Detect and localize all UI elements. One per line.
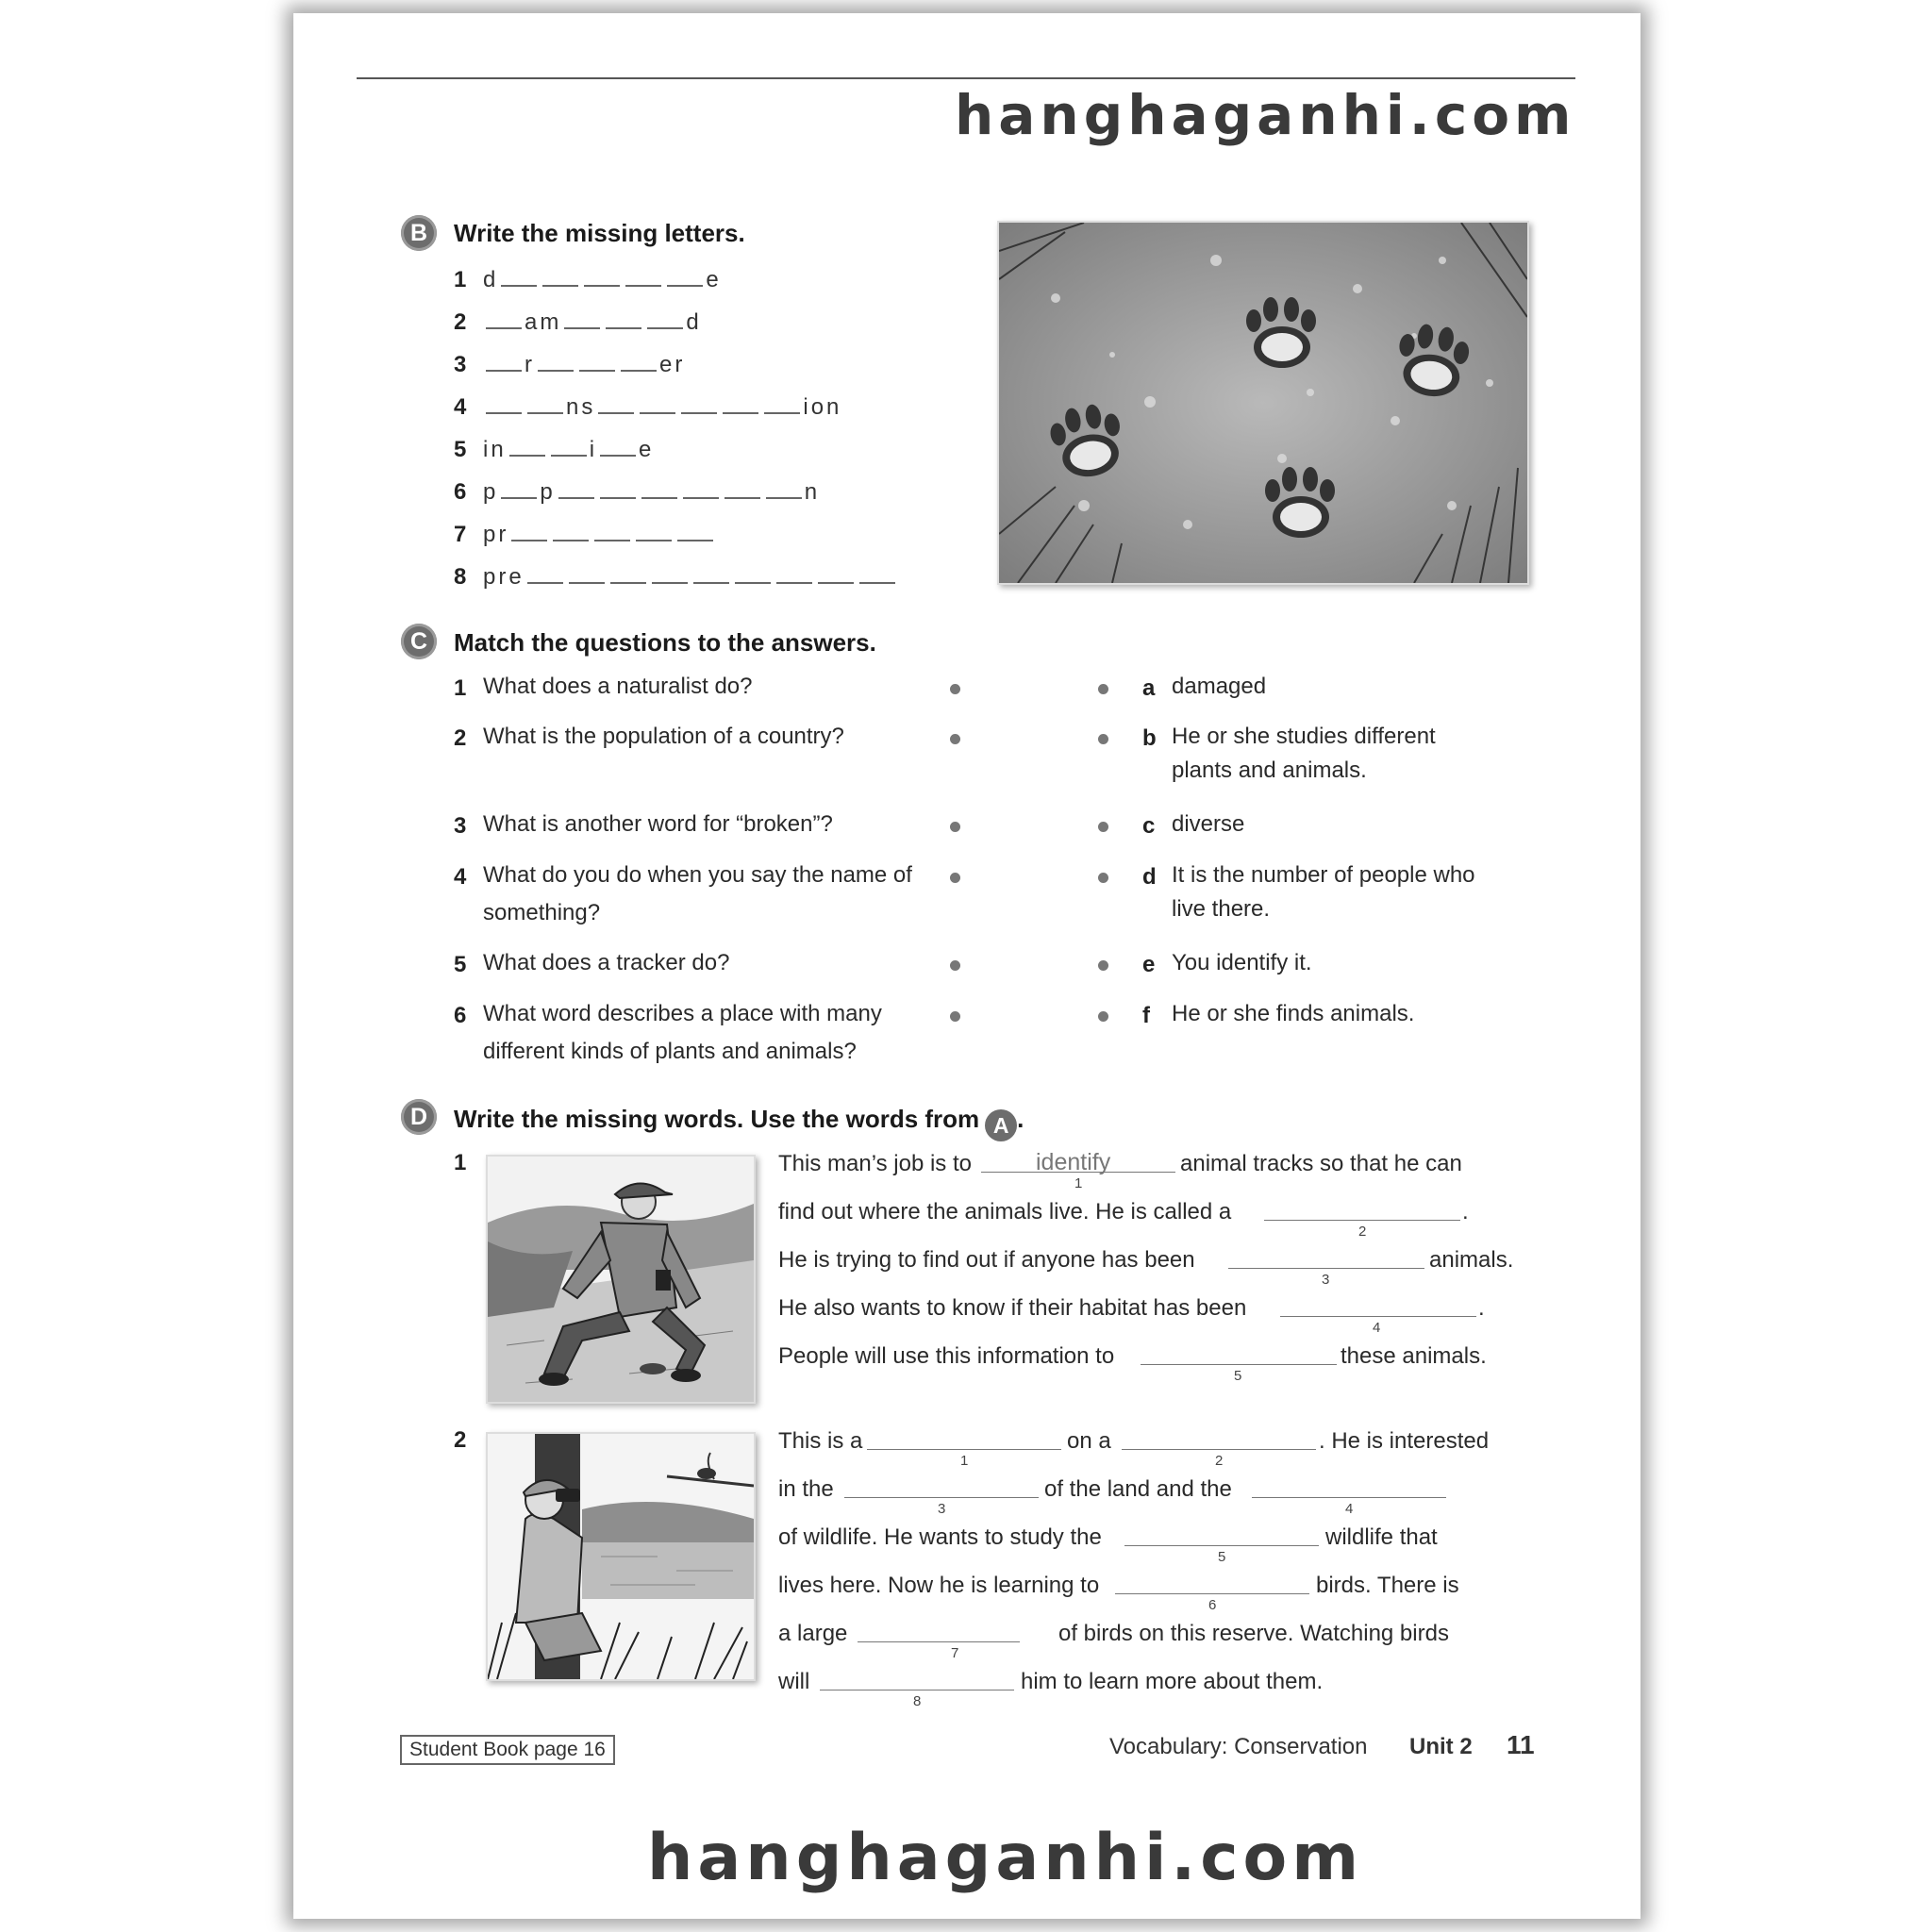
match-dot-left[interactable] (950, 1011, 960, 1022)
item-number: 6 (454, 479, 467, 505)
letter-blank[interactable] (681, 411, 717, 414)
ex1-line5-end: these animals. (1341, 1343, 1487, 1369)
item-number: 4 (454, 394, 467, 420)
letter-blank[interactable] (501, 284, 537, 287)
question-text: What is another word for “broken”? (483, 811, 833, 837)
letter-blank[interactable] (693, 581, 729, 584)
section-c-badge: C (401, 624, 437, 659)
given-letters: p (540, 479, 556, 505)
match-dot-left[interactable] (950, 873, 960, 883)
page-number: 11 (1507, 1730, 1535, 1759)
animal-tracks-photo (997, 221, 1529, 585)
letter-blank[interactable] (486, 369, 522, 372)
section-d-title (454, 1104, 1024, 1136)
answer-text: diverse (1172, 811, 1245, 837)
question-number: 2 (454, 725, 467, 751)
match-dot-right[interactable] (1098, 734, 1108, 744)
letter-blank[interactable] (553, 539, 589, 541)
blank-7[interactable] (858, 1641, 1020, 1642)
ex1-line2-start: find out where the animals live. He is called a (778, 1199, 1232, 1224)
ex2-line1-a: This is a (778, 1428, 863, 1454)
tracker-illustration (486, 1155, 756, 1404)
watermark-bottom: hanghaganhi.com (647, 1821, 1364, 1895)
watermark-top: hanghaganhi.com (955, 83, 1576, 147)
ex2-line2-a: in the (778, 1476, 834, 1502)
missing-letters-row (483, 394, 841, 421)
ex1-line2-end: . (1462, 1199, 1469, 1224)
ex2-line5-b: of birds on this reserve. Watching birds (1058, 1621, 1449, 1646)
ex1-line4-start: He also wants to know if their habitat has been (778, 1295, 1247, 1321)
given-letters: e (639, 437, 655, 462)
given-letters: e (706, 267, 722, 292)
blank-5[interactable] (1141, 1364, 1337, 1365)
letter-blank[interactable] (501, 496, 537, 499)
blank-3[interactable] (1228, 1268, 1424, 1269)
letter-blank[interactable] (564, 326, 600, 329)
given-letters: r (525, 352, 535, 377)
letter-blank[interactable] (764, 411, 800, 414)
letter-blank[interactable] (641, 496, 677, 499)
match-dot-left[interactable] (950, 822, 960, 832)
letter-blank[interactable] (509, 454, 545, 457)
match-dot-right[interactable] (1098, 822, 1108, 832)
letter-blank[interactable] (683, 496, 719, 499)
section-d-title-end: . (1017, 1105, 1024, 1133)
blank-number: 4 (1345, 1501, 1354, 1517)
blank-number: 1 (1074, 1175, 1083, 1191)
letter-blank[interactable] (606, 326, 641, 329)
question-number: 6 (454, 1003, 467, 1028)
blank-number: 5 (1234, 1368, 1242, 1384)
given-letters: pr (483, 522, 509, 547)
blank-2[interactable] (1122, 1449, 1316, 1450)
blank-number: 3 (1322, 1272, 1330, 1288)
section-d-title-text: Write the missing words. Use the words from (454, 1105, 980, 1133)
missing-letters-row (483, 352, 685, 378)
ex1-line1-end: animal tracks so that he can (1180, 1151, 1462, 1176)
blank-number: 2 (1358, 1224, 1367, 1240)
letter-blank[interactable] (724, 496, 760, 499)
letter-blank[interactable] (621, 369, 657, 372)
answer-letter: f (1142, 1003, 1150, 1028)
letter-blank[interactable] (598, 411, 634, 414)
letter-blank[interactable] (723, 411, 758, 414)
letter-blank[interactable] (558, 496, 594, 499)
answer-text: It is the number of people who live there. (1172, 862, 1475, 922)
missing-letters-row (483, 522, 716, 548)
blank-number: 3 (938, 1501, 946, 1517)
ex1-line3-start: He is trying to find out if anyone has been (778, 1247, 1195, 1273)
missing-letters-row (483, 564, 898, 591)
question-number: 4 (454, 864, 467, 890)
letter-blank[interactable] (625, 284, 661, 287)
letter-blank[interactable] (542, 284, 578, 287)
item-number: 1 (454, 267, 467, 292)
section-b-badge: B (401, 215, 437, 251)
section-a-ref-badge: A (985, 1109, 1017, 1141)
missing-letters-row (483, 309, 702, 336)
missing-letters-row (483, 267, 722, 293)
footer-unit: Unit 2 (1409, 1734, 1473, 1759)
blank-number: 1 (960, 1453, 969, 1469)
blank-number: 6 (1208, 1597, 1217, 1613)
section-d-badge: D (401, 1099, 437, 1135)
ex2-line6-a: will (778, 1669, 810, 1694)
ex2-line2-b: of the land and the (1044, 1476, 1232, 1502)
given-letters: p (483, 479, 499, 505)
letter-blank[interactable] (766, 496, 802, 499)
match-dot-left[interactable] (950, 734, 960, 744)
letter-blank[interactable] (677, 539, 713, 541)
answer-text: He or she finds animals. (1172, 1001, 1415, 1026)
letter-blank[interactable] (569, 581, 605, 584)
answer-text: He or she studies different plants and animals. (1172, 724, 1436, 783)
blank-5[interactable] (1124, 1545, 1319, 1546)
blank-1[interactable] (867, 1449, 1061, 1450)
given-letters: in (483, 437, 507, 462)
letter-blank[interactable] (579, 369, 615, 372)
ex1-line5-start: People will use this information to (778, 1343, 1115, 1369)
match-dot-left[interactable] (950, 960, 960, 971)
given-letters: er (659, 352, 686, 377)
item-number: 3 (454, 352, 467, 377)
question-number: 5 (454, 952, 467, 977)
birdwatcher-illustration (486, 1432, 756, 1681)
ex2-line1-b: on a (1067, 1428, 1111, 1454)
blank-number: 2 (1215, 1453, 1224, 1469)
letter-blank[interactable] (636, 539, 672, 541)
match-dot-right[interactable] (1098, 684, 1108, 694)
ex2-line1-c: . He is interested (1319, 1428, 1490, 1454)
header-rule (357, 77, 1575, 79)
letter-blank[interactable] (818, 581, 854, 584)
ex1-line3-end: animals. (1429, 1247, 1514, 1273)
letter-blank[interactable] (551, 454, 587, 457)
letter-blank[interactable] (652, 581, 688, 584)
blank-3[interactable] (844, 1497, 1039, 1498)
ex1-line4-end: . (1478, 1295, 1485, 1321)
letter-blank[interactable] (776, 581, 812, 584)
given-letters: ion (803, 394, 842, 420)
given-letters: d (686, 309, 702, 335)
blank-6[interactable] (1115, 1593, 1309, 1594)
ex1-line1-start: This man’s job is to (778, 1151, 972, 1176)
given-letters: i (589, 437, 598, 462)
ex2-line4-a: lives here. Now he is learning to (778, 1573, 1100, 1598)
letter-blank[interactable] (735, 581, 771, 584)
letter-blank[interactable] (538, 369, 574, 372)
section-b-title: Write the missing letters. (454, 219, 745, 247)
item-number: 5 (454, 437, 467, 462)
letter-blank[interactable] (584, 284, 620, 287)
exercise-number: 2 (454, 1427, 467, 1453)
blank-number: 7 (951, 1645, 959, 1661)
letter-blank[interactable] (486, 326, 522, 329)
letter-blank[interactable] (667, 284, 703, 287)
answer-letter: e (1142, 952, 1156, 977)
item-number: 8 (454, 564, 467, 590)
example-answer: identify (1036, 1149, 1111, 1175)
section-c-title: Match the questions to the answers. (454, 628, 876, 657)
blank-4[interactable] (1280, 1316, 1476, 1317)
answer-letter: c (1142, 813, 1156, 839)
item-number: 7 (454, 522, 467, 547)
given-letters: ns (566, 394, 596, 420)
footer-topic: Vocabulary: Conservation (1109, 1734, 1368, 1759)
given-letters: am (525, 309, 562, 335)
question-text: What do you do when you say the name of something? (483, 862, 912, 925)
ex2-line5-a: a large (778, 1621, 848, 1646)
letter-blank[interactable] (527, 581, 563, 584)
letter-blank[interactable] (640, 411, 675, 414)
blank-number: 8 (913, 1693, 922, 1709)
answer-letter: a (1142, 675, 1156, 701)
item-number: 2 (454, 309, 467, 335)
letter-blank[interactable] (511, 539, 547, 541)
letter-blank[interactable] (594, 539, 630, 541)
ex2-line4-b: birds. There is (1316, 1573, 1459, 1598)
question-number: 3 (454, 813, 467, 839)
blank-2[interactable] (1264, 1220, 1460, 1221)
question-text: What word describes a place with many different kinds of plants and animals? (483, 1001, 882, 1064)
question-text: What does a naturalist do? (483, 674, 753, 699)
letter-blank[interactable] (600, 496, 636, 499)
question-text: What is the population of a country? (483, 724, 844, 749)
answer-text: damaged (1172, 674, 1267, 699)
letter-blank[interactable] (859, 581, 895, 584)
given-letters: d (483, 267, 499, 292)
letter-blank[interactable] (647, 326, 683, 329)
match-dot-right[interactable] (1098, 960, 1108, 971)
letter-blank[interactable] (600, 454, 636, 457)
question-number: 1 (454, 675, 467, 701)
given-letters: pre (483, 564, 525, 590)
answer-letter: d (1142, 864, 1157, 890)
missing-letters-row (483, 437, 654, 463)
letter-blank[interactable] (610, 581, 646, 584)
question-text: What does a tracker do? (483, 950, 730, 975)
missing-letters-row (483, 479, 820, 506)
blank-number: 5 (1218, 1549, 1226, 1565)
ex2-line3-a: of wildlife. He wants to study the (778, 1524, 1102, 1550)
match-dot-left[interactable] (950, 684, 960, 694)
blank-4[interactable] (1252, 1497, 1446, 1498)
letter-blank[interactable] (527, 411, 563, 414)
letter-blank[interactable] (486, 411, 522, 414)
ex2-line3-b: wildlife that (1325, 1524, 1438, 1550)
given-letters: n (804, 479, 821, 505)
blank-number: 4 (1373, 1320, 1381, 1336)
answer-text: You identify it. (1172, 950, 1312, 975)
ex2-line6-b: him to learn more about them. (1021, 1669, 1324, 1694)
answer-letter: b (1142, 725, 1157, 751)
student-book-ref: Student Book page 16 (400, 1735, 615, 1765)
match-dot-right[interactable] (1098, 1011, 1108, 1022)
match-dot-right[interactable] (1098, 873, 1108, 883)
exercise-number: 1 (454, 1150, 467, 1175)
